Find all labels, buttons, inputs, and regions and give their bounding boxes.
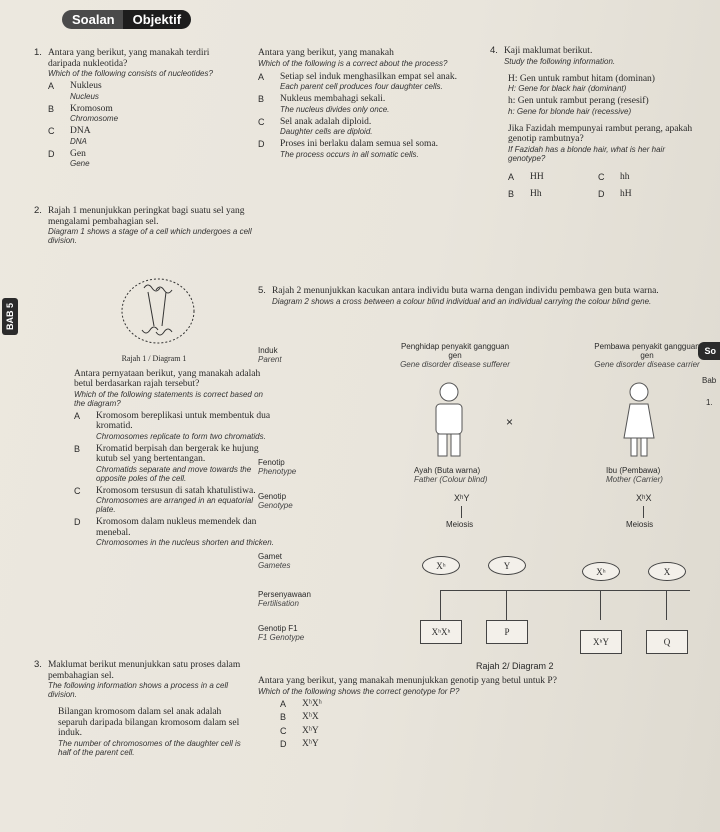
- left-parent-label: Penghidap penyakit gangguan gen Gene disorder disease sufferer: [400, 342, 510, 369]
- q4-question-en: If Fazidah has a blonde hair, what is her hair genotype?: [508, 144, 665, 163]
- f1-xhy: XʰY: [580, 630, 622, 654]
- father-genotype: XʰY: [454, 493, 470, 503]
- q2-number: 2.: [34, 205, 42, 216]
- row-fenotip: Fenotip Phenotype: [258, 458, 297, 476]
- qmid-stem-ms: Antara yang berikut, yang manakah: [258, 48, 394, 58]
- q2-option-d[interactable]: D Kromosom dalam nukleus memendek dan menebal. Chromosomes in the nucleus shorten and thicken.: [74, 517, 274, 547]
- q4-hh-ms: h: Gen untuk rambut perang (resesif): [508, 96, 649, 106]
- q2-intro-en: Diagram 1 shows a stage of a cell which undergoes a cell division.: [47, 227, 252, 245]
- question-1: [34, 48, 244, 168]
- section-header: [62, 10, 191, 29]
- gamete-y-father: Y: [488, 556, 526, 575]
- q1-option-c[interactable]: C DNA DNA: [48, 126, 91, 146]
- objektif-badge: Objektif: [123, 10, 191, 29]
- q5-stem-ms: Rajah 2 menunjukkan kacukan antara individu buta warna dengan individu pembawa gen buta warna.: [271, 286, 659, 296]
- q4-h-ms: H: Gen untuk rambut hitam (dominan): [508, 73, 655, 84]
- diagram-1-cell: [118, 274, 198, 348]
- q1-option-b[interactable]: B Kromosom Chromosome: [48, 103, 119, 123]
- meiosis-right: Meiosis: [626, 520, 654, 529]
- q1-stem-ms: Antara yang berikut, yang manakah terdiri daripada nukleotida?: [47, 48, 210, 69]
- cut-right-tab: So: [698, 342, 720, 360]
- q2-option-a[interactable]: A Kromosom bereplikasi untuk membentuk dua kromatid. Chromosomes replicate to form two chromatids.: [74, 410, 271, 441]
- mother-genotype: XʰX: [636, 493, 652, 503]
- qmid-option-d[interactable]: D Proses ini berlaku dalam semua sel soma. The process occurs in all somatic cells.: [258, 139, 439, 159]
- q1-number: 1.: [34, 47, 42, 58]
- cut-right-text: Bab: [702, 376, 717, 385]
- q2-intro-ms: Rajah 1 menunjukkan peringkat bagi suatu sel yang mengalami pembahagian sel.: [47, 206, 245, 227]
- q3-info-ms: Bilangan kromosom dalam sel anak adalah separuh daripada bilangan kromosom dalam sel induk.: [58, 707, 240, 738]
- q5-number: 5.: [258, 285, 266, 296]
- q4-option-c[interactable]: C hh: [598, 171, 630, 182]
- question-mid: [258, 48, 486, 159]
- q4-option-d[interactable]: D hH: [598, 189, 632, 199]
- right-parent-label: Pembawa penyakit gangguan gen Gene disorder disease carrier: [594, 342, 700, 369]
- cut-right-number: 1.: [706, 398, 713, 407]
- mother-figure: [616, 382, 662, 458]
- father-figure: [426, 382, 472, 458]
- father-label: Ayah (Buta warna) Father (Colour blind): [414, 466, 488, 484]
- q3-stem-ms: Maklumat berikut menunjukkan satu proses dalam pembahagian sel.: [47, 660, 241, 681]
- q4-option-b[interactable]: B Hh: [508, 189, 542, 199]
- q5-option-c[interactable]: C XʰY: [280, 725, 319, 736]
- q4-hh-en: h: Gene for blonde hair (recessive): [508, 106, 632, 116]
- q4-option-a[interactable]: A HH: [508, 171, 544, 182]
- cross-symbol: ×: [506, 415, 514, 429]
- q5-option-a[interactable]: A XʰXʰ: [280, 698, 322, 709]
- qmid-stem-en: Which of the following is a correct about the process?: [258, 58, 448, 68]
- q4-h-en: H: Gene for black hair (dominant): [508, 84, 627, 93]
- q3-stem-en: The following information shows a process in a cell division.: [47, 681, 229, 699]
- diagram-2-caption: Rajah 2/ Diagram 2: [476, 661, 554, 671]
- question-5: [258, 286, 698, 306]
- q2-stem-ms: Antara pernyataan berikut, yang manakah adalah betul berdasarkan rajah tersebut?: [74, 368, 261, 389]
- meiosis-left: Meiosis: [446, 520, 474, 529]
- chapter-side-tab: BAB 5: [2, 298, 18, 335]
- qmid-option-c[interactable]: C Sel anak adalah diploid. Daughter cells are diploid.: [258, 116, 373, 136]
- f1-xhxh: XʰXʰ: [420, 620, 462, 644]
- qmid-option-b[interactable]: B Nukleus membahagi sekali. The nucleus divides only once.: [258, 94, 390, 114]
- question-4: [490, 46, 700, 200]
- row-gamet: Gamet Gametes: [258, 552, 291, 570]
- q3-info-en: The number of chromosomes of the daughter cell is half of the parent cell.: [58, 738, 241, 757]
- q5-option-d[interactable]: D XʰY: [280, 739, 319, 749]
- mother-label: Ibu (Pembawa) Mother (Carrier): [606, 466, 663, 484]
- q1-stem-en: Which of the following consists of nucleotides?: [47, 69, 213, 78]
- q5-stem-en: Diagram 2 shows a cross between a colour blind individual and an individual carrying the colour blind gene.: [271, 296, 652, 306]
- q4-stem-ms: Kaji maklumat berikut.: [503, 46, 593, 56]
- gamete-x-mother: X: [648, 562, 686, 581]
- f1-q: Q: [646, 630, 688, 654]
- q5-question-ms: Antara yang berikut, yang manakah menunjukkan genotip yang betul untuk P?: [258, 676, 557, 686]
- q4-number: 4.: [490, 45, 498, 56]
- row-persenyawaan: Persenyawaan Fertilisation: [258, 590, 311, 608]
- q3-number: 3.: [34, 659, 42, 670]
- q4-stem-en: Study the following information.: [503, 56, 616, 66]
- f1-p: P: [486, 620, 528, 644]
- q2-option-b[interactable]: B Kromatid berpisah dan bergerak ke hujung kutub sel yang bertentangan. Chromatids separate and move towards the opposite poles of the cell.: [74, 443, 259, 483]
- gamete-xh-mother: Xʰ: [582, 562, 620, 581]
- gamete-xh-father: Xʰ: [422, 556, 460, 575]
- q4-question-ms: Jika Fazidah mempunyai rambut perang, apakah genotip rambutnya?: [508, 123, 693, 144]
- q2-stem-en: Which of the following statements is correct based on the diagram?: [74, 389, 263, 408]
- q1-option-a[interactable]: A Nukleus Nucleus: [48, 81, 102, 101]
- q5-question-en: Which of the following shows the correct genotype for P?: [258, 686, 460, 696]
- qmid-option-a[interactable]: A Setiap sel induk menghasilkan empat sel anak. Each parent cell produces four daughter cells.: [258, 71, 458, 91]
- row-genotip: Genotip Genotype: [258, 492, 293, 510]
- question-3: [34, 660, 244, 757]
- question-2: [34, 205, 253, 245]
- q5-option-b[interactable]: B XʰX: [280, 712, 319, 722]
- row-f1: Genotip F1 F1 Genotype: [258, 624, 305, 642]
- question-2-stem: [74, 354, 274, 547]
- question-5-stem: [258, 676, 698, 750]
- q1-option-d[interactable]: D Gen Gene: [48, 148, 90, 168]
- q2-caption: Rajah 1 / Diagram 1: [121, 354, 187, 363]
- soalan-badge: Soalan: [62, 10, 123, 29]
- row-induk: Induk Parent: [258, 346, 282, 364]
- q2-option-c[interactable]: C Kromosom tersusun di satah khatulistiwa. Chromosomes are arranged in an equatorial plate.: [74, 485, 256, 514]
